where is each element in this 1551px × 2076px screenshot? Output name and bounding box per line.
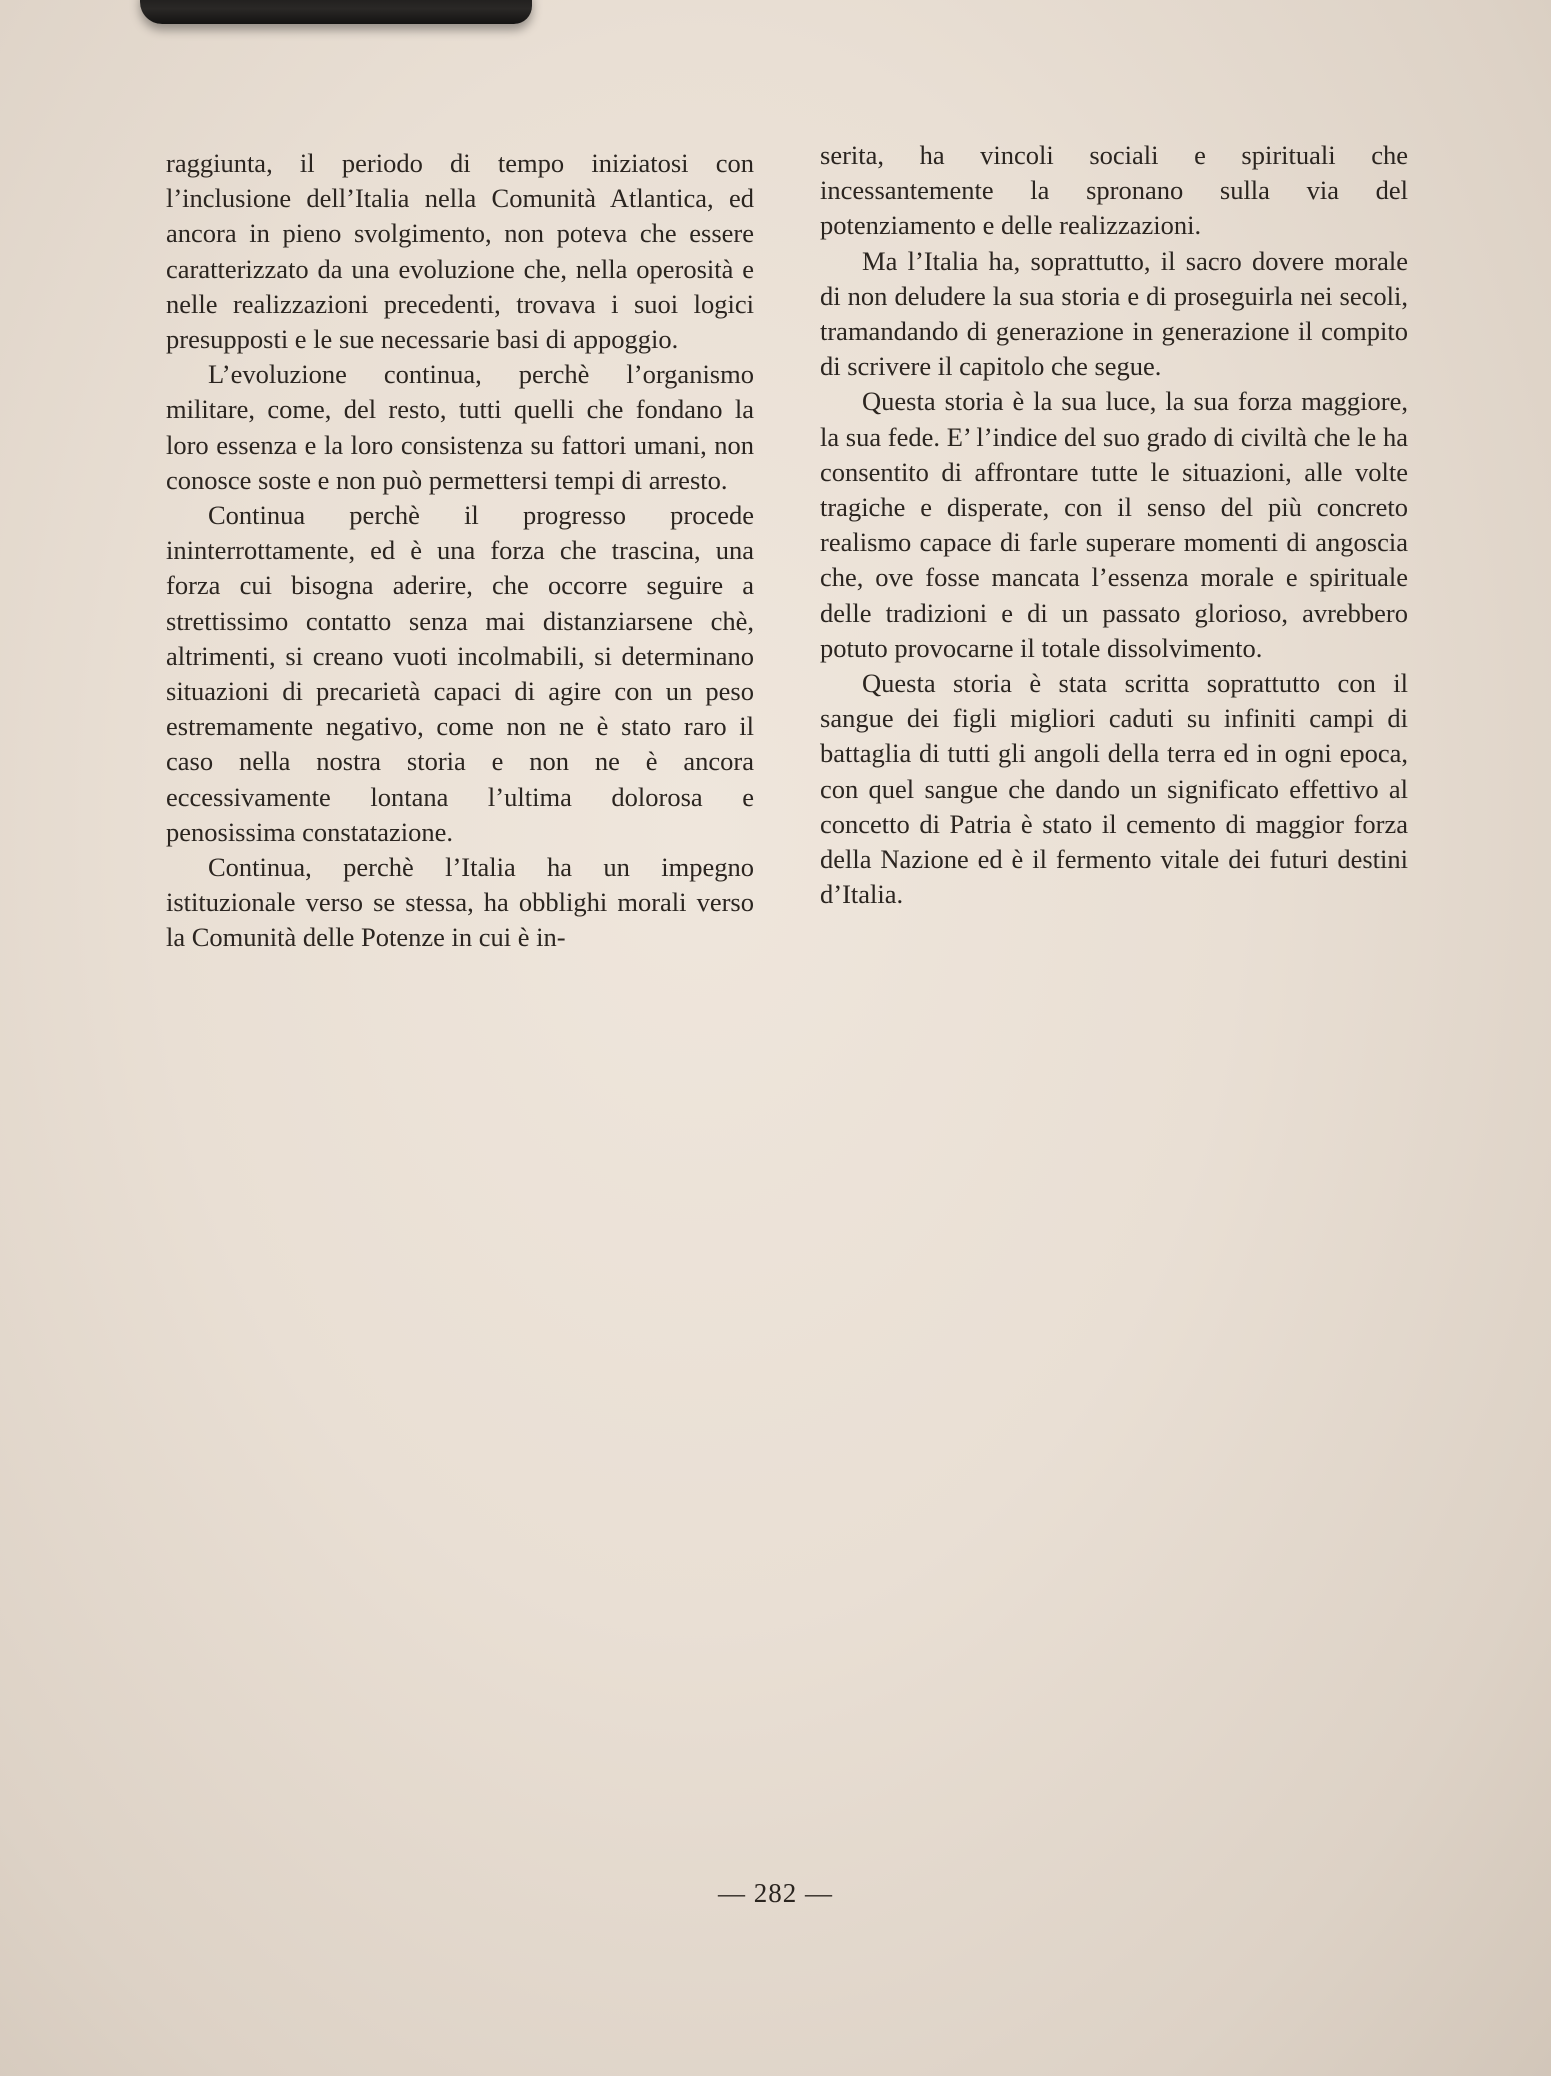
text-column-left: [166, 146, 754, 956]
page-number: — 282 —: [718, 1878, 833, 1908]
paragraph: serita, ha vincoli sociali e spirituali che incessantemente la spronano sulla via del potenziamento e delle realizzazioni.: [820, 140, 1408, 241]
paragraph: Continua perchè il progresso procede ininterrottamente, ed è una forza che trascina, una forza cui bisogna aderire, che occorre seguire a strettissimo contatto senza mai distanziarsene chè, altrimenti, si creano vuoti incolmabili, si determinano situazioni di precarietà capaci di agire con un peso estremamente negativo, come non ne è stato raro il caso nella nostra storia e non ne è ancora eccessivamente lontana l’ultima dolorosa e penosissima constatazione.: [166, 500, 754, 847]
paragraph: raggiunta, il periodo di tempo iniziatosi con l’inclusione dell’Italia nella Comunità Atlantica, ed ancora in pieno svolgimento, non poteva che essere caratterizzato da una evoluzione che, nella operosità e nelle realizzazioni precedenti, trovava i suoi logici presupposti e le sue necessarie basi di appoggio.: [166, 148, 754, 355]
text-column-right: [820, 138, 1408, 912]
paragraph: Ma l’Italia ha, soprattutto, il sacro dovere morale di non deludere la sua storia e di proseguirla nei secoli, tramandando di generazione in generazione il compito di scrivere il capitolo che segue.: [820, 245, 1408, 382]
paragraph: L’evoluzione continua, perchè l’organismo militare, come, del resto, tutti quelli che fondano la loro essenza e la loro consistenza su fattori umani, non conosce soste e non può permettersi tempi di arresto.: [166, 359, 754, 495]
binder-clip: [140, 0, 532, 24]
paragraph: Questa storia è la sua luce, la sua forza maggiore, la sua fede. E’ l’indice del suo grado di civiltà che le ha consentito di affrontare tutte le situazioni, alle volte tragiche e disperate, con il senso del più concreto realismo capace di farle superare momenti di angoscia che, ove fosse mancata l’essenza morale e spirituale delle tradizioni e di un passato glorioso, avrebbero potuto provocarne il totale dissolvimento.: [820, 386, 1408, 663]
paragraph: Questa storia è stata scritta soprattutto con il sangue dei figli migliori caduti su infiniti campi di battaglia di tutti gli angoli della terra ed in ogni epoca, con quel sangue che dando un significato effettivo al concetto di Patria è stato il cemento di maggior forza della Nazione ed è il fermento vitale dei futuri destini d’Italia.: [820, 668, 1408, 910]
paragraph: Continua, perchè l’Italia ha un impegno istituzionale verso se stessa, ha obblighi morali verso la Comunità delle Potenze in cui è in-: [166, 852, 754, 953]
